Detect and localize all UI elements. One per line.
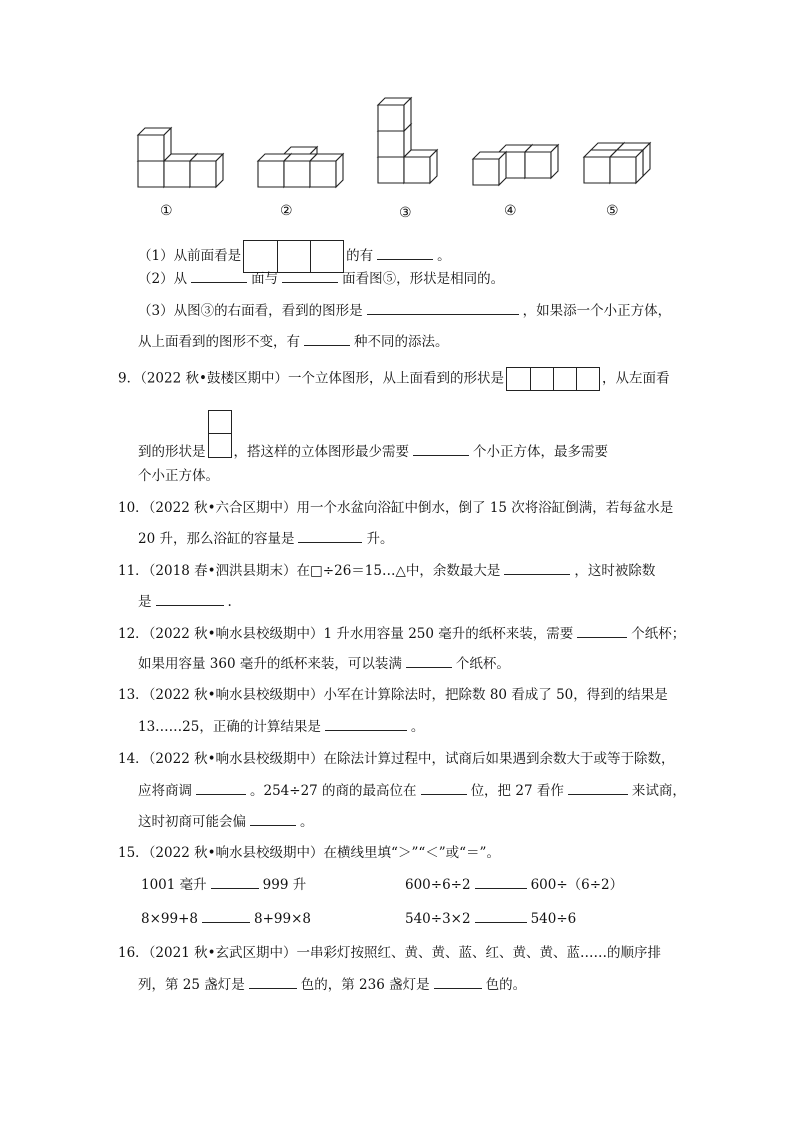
answer-blank[interactable] (156, 593, 224, 606)
figure-4 (473, 145, 558, 185)
q13-line2: 13……25，正确的计算结果是 。 (138, 719, 425, 735)
q12-line1: 12．（2022 秋•响水县校级期中）1 升水用容量 250 毫升的纸杯来装，需要 个纸杯； (118, 626, 686, 642)
answer-blank[interactable] (421, 782, 467, 795)
figure-label-2: ② (280, 203, 293, 219)
answer-blank[interactable] (377, 247, 433, 260)
q9-line2: 到的形状是 ，搭这样的立体图形最少需要 个小正方体，最多需要 (138, 438, 608, 461)
q14-line1: 14．（2022 秋•响水县校级期中）在除法计算过程中，试商后如果遇到余数大于或等于除数， (118, 751, 675, 767)
figure-label-3: ③ (399, 205, 412, 221)
q12-line2: 如果用容量 360 毫升的纸杯来装，可以装满 个纸杯。 (138, 656, 510, 672)
q9-line1: 9．（2022 秋•鼓楼区期中）一个立体图形，从上面看到的形状是 ，从左面看 (118, 367, 669, 391)
q8-part1: （1）从前面看是 的有 。 (138, 240, 451, 273)
q15-row1-right: 600÷6÷2 600÷（6÷2） (405, 877, 624, 893)
q15-row1-left: 1001 毫升 999 升 (141, 877, 307, 893)
figure-5 (584, 143, 650, 183)
answer-blank[interactable] (406, 655, 452, 668)
answer-blank[interactable] (282, 270, 338, 283)
answer-blank[interactable] (202, 910, 250, 923)
q15-row2-right: 540÷3×2 540÷6 (405, 911, 577, 927)
q9-line3: 个小正方体。 (138, 468, 219, 484)
figure-label-4: ④ (504, 203, 517, 219)
front-view-3-squares (243, 240, 344, 273)
answer-blank[interactable] (434, 976, 482, 989)
q8-part3: （3）从图③的右面看，看到的图形是 ，如果添一个小正方体， (138, 303, 672, 319)
answer-blank[interactable] (298, 530, 362, 543)
answer-blank[interactable] (249, 976, 297, 989)
answer-blank[interactable] (191, 270, 247, 283)
q14-line2: 应将商调 。254÷27 的商的最高位在 位，把 27 看作 来试商， (138, 783, 686, 799)
figure-3 (378, 98, 437, 183)
q16-line1: 16．（2021 秋•玄武区期中）一串彩灯按照红、黄、黄、蓝、红、黄、黄、蓝……的顺序排 (118, 945, 662, 961)
answer-blank[interactable] (577, 625, 627, 638)
answer-blank[interactable] (250, 813, 296, 826)
top-view-4-squares (506, 367, 600, 391)
answer-blank[interactable] (367, 302, 519, 315)
answer-blank[interactable] (304, 333, 350, 346)
answer-blank[interactable] (504, 562, 570, 575)
left-view-2-squares (208, 410, 232, 458)
q10-line1: 10．（2022 秋•六合区期中）用一个水盆向浴缸中倒水，倒了 15 次将浴缸倒满，若每盆水是 (118, 500, 674, 516)
q8-part2: （2）从 面与 面看图⑤，形状是相同的。 (138, 271, 505, 287)
figure-1 (138, 128, 223, 187)
figure-label-1: ① (160, 203, 173, 219)
answer-blank[interactable] (413, 443, 469, 456)
answer-blank[interactable] (475, 910, 527, 923)
q11-line2: 是 . (138, 594, 232, 610)
q8-part3-line2: 从上面看到的图形不变，有 种不同的添法。 (138, 334, 449, 350)
figure-label-5: ⑤ (606, 203, 619, 219)
cube-figures (0, 0, 794, 230)
answer-blank[interactable] (568, 782, 628, 795)
answer-blank[interactable] (196, 782, 246, 795)
q15-title: 15．（2022 秋•响水县校级期中）在横线里填“＞”“＜”或“＝”。 (118, 845, 500, 861)
figure-2 (258, 147, 343, 187)
q16-line2: 列，第 25 盏灯是 色的，第 236 盏灯是 色的。 (138, 977, 527, 993)
q10-line2: 20 升，那么浴缸的容量是 升。 (138, 531, 394, 547)
answer-blank[interactable] (325, 718, 407, 731)
q15-row2-left: 8×99+8 8+99×8 (141, 911, 311, 927)
answer-blank[interactable] (475, 876, 527, 889)
q14-line3: 这时初商可能会偏 。 (138, 814, 314, 830)
q11-line1: 11．（2018 春•泗洪县期末）在□÷26＝15…△中，余数最大是 ，这时被除数 (118, 563, 656, 579)
answer-blank[interactable] (211, 876, 259, 889)
q13-line1: 13．（2022 秋•响水县校级期中）小军在计算除法时，把除数 80 看成了 50，得到的结果是 (118, 687, 668, 703)
